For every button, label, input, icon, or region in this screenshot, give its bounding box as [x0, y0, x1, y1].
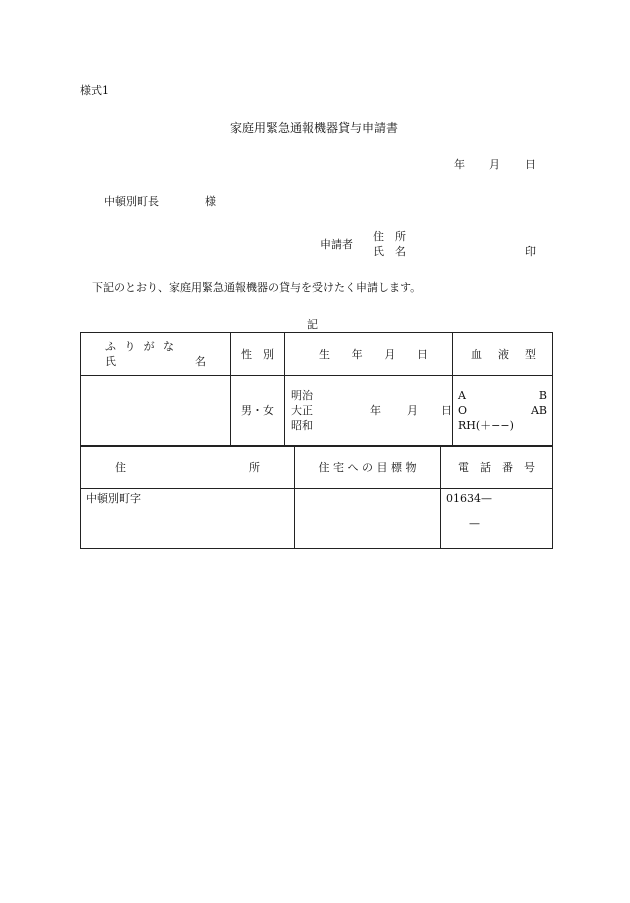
applicant-name-label: 氏 名: [373, 245, 406, 258]
name-char: 氏: [105, 355, 116, 368]
addressee-name: 中頓別町長: [104, 195, 159, 208]
landmark-header: 住 宅 へ の 目 標 物: [295, 447, 441, 489]
document-title: 家庭用緊急通報機器貸与申請書: [230, 121, 399, 135]
applicant-address-label: 住 所: [373, 230, 406, 243]
address-header: [81, 447, 295, 489]
furigana-name-field[interactable]: [81, 376, 231, 446]
blood-type-b: B: [538, 389, 547, 402]
birth-char: 年: [351, 347, 363, 361]
birth-char: 生: [319, 347, 330, 361]
furigana-char: り: [124, 340, 136, 353]
date-year-label: 年: [454, 158, 465, 171]
applicant-info-table: [80, 332, 553, 446]
date-month-label: 月: [489, 158, 500, 171]
name-label: [81, 354, 230, 369]
birthdate-header: [285, 333, 453, 376]
phone-field[interactable]: [441, 489, 553, 549]
blood-type-ab: AB: [530, 404, 547, 417]
addressee-honorific: 様: [205, 195, 216, 208]
name-char: 名: [195, 355, 206, 368]
phone-dash: —: [469, 517, 480, 530]
application-statement: 下記のとおり、家庭用緊急通報機器の貸与を受けたく申請します。: [92, 281, 422, 294]
birth-char: 日: [416, 347, 428, 361]
furigana-char: な: [162, 340, 174, 353]
sex-header: 性 別: [231, 333, 285, 376]
furigana-char: ふ: [105, 340, 116, 353]
blood-type-o: O: [458, 404, 468, 417]
address-char: 所: [249, 461, 260, 474]
landmark-field[interactable]: [295, 489, 441, 549]
applicant-label: 申請者: [320, 238, 353, 251]
blood-char: 液: [498, 347, 509, 361]
birth-day-unit: 日: [441, 404, 452, 417]
birth-char: 月: [384, 347, 396, 361]
ki-heading: 記: [307, 318, 318, 331]
era-showa: 昭和: [291, 419, 313, 432]
table-header-row: [81, 333, 553, 376]
address-field[interactable]: [81, 489, 295, 549]
furigana-name-header: [81, 333, 231, 376]
blood-type-rh: RH(＋−−): [458, 419, 514, 432]
sex-choice[interactable]: 男・女: [231, 376, 285, 446]
birth-month-unit: 月: [407, 404, 418, 417]
blood-type-header: [453, 333, 553, 376]
phone-area-code: 01634—: [446, 492, 492, 505]
era-meiji: 明治: [291, 389, 313, 402]
address-char: 住: [115, 461, 126, 474]
table-header-row: [81, 447, 553, 489]
date-day-label: 日: [525, 158, 536, 171]
furigana-label: [81, 339, 230, 354]
table-data-row: [81, 376, 553, 446]
seal-mark: 印: [525, 245, 536, 258]
era-taisho: 大正: [291, 404, 313, 417]
blood-char: 血: [471, 347, 482, 361]
address-contact-table: [80, 446, 553, 549]
blood-type-field[interactable]: [453, 376, 553, 446]
address-prefix: 中頓別町字: [86, 492, 141, 505]
phone-header: 電 話 番 号: [441, 447, 553, 489]
blood-type-a: A: [458, 389, 466, 402]
furigana-char: が: [143, 340, 155, 353]
form-number: 様式1: [80, 84, 109, 97]
table-data-row: [81, 489, 553, 549]
birthdate-field[interactable]: [285, 376, 453, 446]
birth-year-unit: 年: [370, 404, 381, 417]
blood-char: 型: [525, 347, 536, 361]
